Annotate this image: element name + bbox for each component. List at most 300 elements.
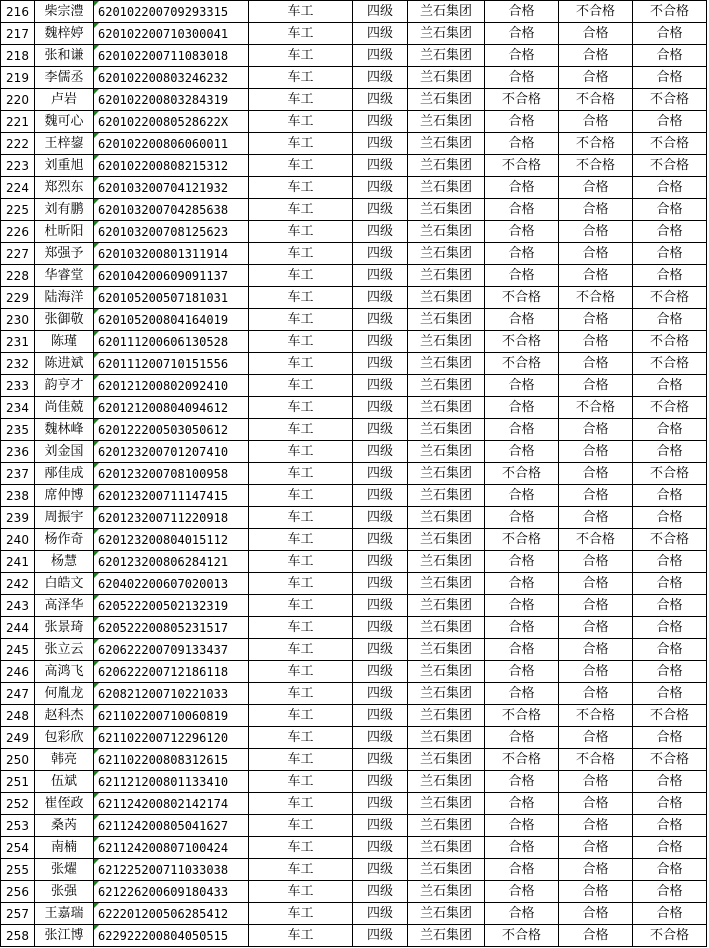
id-number-cell[interactable]: 620102200806060011 <box>94 133 249 155</box>
result-2-cell[interactable]: 合格 <box>559 815 633 837</box>
level-cell[interactable]: 四级 <box>353 815 408 837</box>
id-number-cell[interactable]: 622201200506285412 <box>94 903 249 925</box>
organization-cell[interactable]: 兰石集团 <box>408 331 485 353</box>
row-number[interactable]: 227 <box>1 243 35 265</box>
id-number-cell[interactable]: 620103200708125623 <box>94 221 249 243</box>
job-cell[interactable]: 车工 <box>249 375 353 397</box>
job-cell[interactable]: 车工 <box>249 859 353 881</box>
name-cell[interactable]: 张立云 <box>35 639 94 661</box>
name-cell[interactable]: 魏林峰 <box>35 419 94 441</box>
organization-cell[interactable]: 兰石集团 <box>408 815 485 837</box>
row-number[interactable]: 221 <box>1 111 35 133</box>
level-cell[interactable]: 四级 <box>353 771 408 793</box>
result-2-cell[interactable]: 合格 <box>559 771 633 793</box>
name-cell[interactable]: 张景琦 <box>35 617 94 639</box>
result-2-cell[interactable]: 不合格 <box>559 133 633 155</box>
organization-cell[interactable]: 兰石集团 <box>408 199 485 221</box>
result-2-cell[interactable]: 合格 <box>559 353 633 375</box>
job-cell[interactable]: 车工 <box>249 89 353 111</box>
level-cell[interactable]: 四级 <box>353 177 408 199</box>
result-1-cell[interactable]: 合格 <box>485 881 559 903</box>
result-2-cell[interactable]: 合格 <box>559 683 633 705</box>
result-3-cell[interactable]: 合格 <box>633 111 707 133</box>
result-1-cell[interactable]: 不合格 <box>485 529 559 551</box>
id-number-cell[interactable]: 621124200802142174 <box>94 793 249 815</box>
row-number[interactable]: 255 <box>1 859 35 881</box>
result-1-cell[interactable]: 不合格 <box>485 89 559 111</box>
row-number[interactable]: 217 <box>1 23 35 45</box>
result-3-cell[interactable]: 合格 <box>633 903 707 925</box>
result-1-cell[interactable]: 合格 <box>485 551 559 573</box>
result-2-cell[interactable]: 合格 <box>559 925 633 947</box>
row-number[interactable]: 225 <box>1 199 35 221</box>
result-3-cell[interactable]: 合格 <box>633 309 707 331</box>
level-cell[interactable]: 四级 <box>353 903 408 925</box>
result-3-cell[interactable]: 合格 <box>633 221 707 243</box>
job-cell[interactable]: 车工 <box>249 441 353 463</box>
level-cell[interactable]: 四级 <box>353 67 408 89</box>
result-1-cell[interactable]: 合格 <box>485 309 559 331</box>
result-1-cell[interactable]: 合格 <box>485 903 559 925</box>
id-number-cell[interactable]: 62010220080528622X <box>94 111 249 133</box>
organization-cell[interactable]: 兰石集团 <box>408 375 485 397</box>
name-cell[interactable]: 张江博 <box>35 925 94 947</box>
level-cell[interactable]: 四级 <box>353 287 408 309</box>
job-cell[interactable]: 车工 <box>249 573 353 595</box>
level-cell[interactable]: 四级 <box>353 353 408 375</box>
organization-cell[interactable]: 兰石集团 <box>408 111 485 133</box>
name-cell[interactable]: 邴佳成 <box>35 463 94 485</box>
job-cell[interactable]: 车工 <box>249 749 353 771</box>
row-number[interactable]: 256 <box>1 881 35 903</box>
row-number[interactable]: 237 <box>1 463 35 485</box>
level-cell[interactable]: 四级 <box>353 793 408 815</box>
level-cell[interactable]: 四级 <box>353 309 408 331</box>
name-cell[interactable]: 杨慧 <box>35 551 94 573</box>
result-2-cell[interactable]: 合格 <box>559 419 633 441</box>
result-1-cell[interactable]: 合格 <box>485 419 559 441</box>
row-number[interactable]: 235 <box>1 419 35 441</box>
level-cell[interactable]: 四级 <box>353 727 408 749</box>
level-cell[interactable]: 四级 <box>353 573 408 595</box>
job-cell[interactable]: 车工 <box>249 903 353 925</box>
name-cell[interactable]: 郑烈东 <box>35 177 94 199</box>
name-cell[interactable]: 郑强予 <box>35 243 94 265</box>
job-cell[interactable]: 车工 <box>249 683 353 705</box>
id-number-cell[interactable]: 620123200701207410 <box>94 441 249 463</box>
result-1-cell[interactable]: 合格 <box>485 595 559 617</box>
organization-cell[interactable]: 兰石集团 <box>408 661 485 683</box>
level-cell[interactable]: 四级 <box>353 155 408 177</box>
organization-cell[interactable]: 兰石集团 <box>408 397 485 419</box>
result-1-cell[interactable]: 合格 <box>485 683 559 705</box>
level-cell[interactable]: 四级 <box>353 331 408 353</box>
result-3-cell[interactable]: 合格 <box>633 45 707 67</box>
result-3-cell[interactable]: 不合格 <box>633 705 707 727</box>
result-3-cell[interactable]: 合格 <box>633 485 707 507</box>
organization-cell[interactable]: 兰石集团 <box>408 463 485 485</box>
row-number[interactable]: 258 <box>1 925 35 947</box>
result-3-cell[interactable]: 合格 <box>633 243 707 265</box>
level-cell[interactable]: 四级 <box>353 133 408 155</box>
result-1-cell[interactable]: 不合格 <box>485 331 559 353</box>
result-2-cell[interactable]: 合格 <box>559 551 633 573</box>
result-2-cell[interactable]: 不合格 <box>559 397 633 419</box>
name-cell[interactable]: 杜昕阳 <box>35 221 94 243</box>
row-number[interactable]: 253 <box>1 815 35 837</box>
id-number-cell[interactable]: 620103200801311914 <box>94 243 249 265</box>
organization-cell[interactable]: 兰石集团 <box>408 1 485 23</box>
result-2-cell[interactable]: 合格 <box>559 661 633 683</box>
result-2-cell[interactable]: 合格 <box>559 573 633 595</box>
level-cell[interactable]: 四级 <box>353 397 408 419</box>
job-cell[interactable]: 车工 <box>249 639 353 661</box>
id-number-cell[interactable]: 621124200807100424 <box>94 837 249 859</box>
result-1-cell[interactable]: 合格 <box>485 859 559 881</box>
organization-cell[interactable]: 兰石集团 <box>408 441 485 463</box>
result-2-cell[interactable]: 合格 <box>559 595 633 617</box>
level-cell[interactable]: 四级 <box>353 617 408 639</box>
result-1-cell[interactable]: 合格 <box>485 793 559 815</box>
result-3-cell[interactable]: 不合格 <box>633 353 707 375</box>
organization-cell[interactable]: 兰石集团 <box>408 265 485 287</box>
id-number-cell[interactable]: 621124200805041627 <box>94 815 249 837</box>
job-cell[interactable]: 车工 <box>249 353 353 375</box>
result-1-cell[interactable]: 合格 <box>485 661 559 683</box>
name-cell[interactable]: 张御敬 <box>35 309 94 331</box>
organization-cell[interactable]: 兰石集团 <box>408 551 485 573</box>
id-number-cell[interactable]: 620102200803284319 <box>94 89 249 111</box>
id-number-cell[interactable]: 620522200805231517 <box>94 617 249 639</box>
id-number-cell[interactable]: 620105200804164019 <box>94 309 249 331</box>
result-3-cell[interactable]: 不合格 <box>633 155 707 177</box>
organization-cell[interactable]: 兰石集团 <box>408 595 485 617</box>
id-number-cell[interactable]: 620622200709133437 <box>94 639 249 661</box>
name-cell[interactable]: 卢岩 <box>35 89 94 111</box>
name-cell[interactable]: 李儒丞 <box>35 67 94 89</box>
result-3-cell[interactable]: 合格 <box>633 441 707 463</box>
row-number[interactable]: 243 <box>1 595 35 617</box>
result-3-cell[interactable]: 合格 <box>633 793 707 815</box>
id-number-cell[interactable]: 620102200710300041 <box>94 23 249 45</box>
result-1-cell[interactable]: 合格 <box>485 727 559 749</box>
row-number[interactable]: 229 <box>1 287 35 309</box>
result-1-cell[interactable]: 不合格 <box>485 705 559 727</box>
level-cell[interactable]: 四级 <box>353 375 408 397</box>
row-number[interactable]: 241 <box>1 551 35 573</box>
name-cell[interactable]: 张强 <box>35 881 94 903</box>
level-cell[interactable]: 四级 <box>353 925 408 947</box>
job-cell[interactable]: 车工 <box>249 463 353 485</box>
row-number[interactable]: 226 <box>1 221 35 243</box>
result-1-cell[interactable]: 合格 <box>485 397 559 419</box>
job-cell[interactable]: 车工 <box>249 243 353 265</box>
organization-cell[interactable]: 兰石集团 <box>408 309 485 331</box>
organization-cell[interactable]: 兰石集团 <box>408 45 485 67</box>
result-2-cell[interactable]: 不合格 <box>559 287 633 309</box>
name-cell[interactable]: 陆海洋 <box>35 287 94 309</box>
organization-cell[interactable]: 兰石集团 <box>408 485 485 507</box>
result-1-cell[interactable]: 合格 <box>485 441 559 463</box>
result-2-cell[interactable]: 合格 <box>559 903 633 925</box>
organization-cell[interactable]: 兰石集团 <box>408 903 485 925</box>
result-3-cell[interactable]: 合格 <box>633 837 707 859</box>
organization-cell[interactable]: 兰石集团 <box>408 573 485 595</box>
result-1-cell[interactable]: 合格 <box>485 837 559 859</box>
level-cell[interactable]: 四级 <box>353 551 408 573</box>
row-number[interactable]: 230 <box>1 309 35 331</box>
level-cell[interactable]: 四级 <box>353 595 408 617</box>
row-number[interactable]: 244 <box>1 617 35 639</box>
job-cell[interactable]: 车工 <box>249 199 353 221</box>
id-number-cell[interactable]: 620402200607020013 <box>94 573 249 595</box>
result-3-cell[interactable]: 不合格 <box>633 287 707 309</box>
result-1-cell[interactable]: 不合格 <box>485 925 559 947</box>
organization-cell[interactable]: 兰石集团 <box>408 221 485 243</box>
job-cell[interactable]: 车工 <box>249 485 353 507</box>
result-1-cell[interactable]: 合格 <box>485 243 559 265</box>
name-cell[interactable]: 王梓鋆 <box>35 133 94 155</box>
result-3-cell[interactable]: 合格 <box>633 23 707 45</box>
id-number-cell[interactable]: 620821200710221033 <box>94 683 249 705</box>
name-cell[interactable]: 魏可心 <box>35 111 94 133</box>
row-number[interactable]: 219 <box>1 67 35 89</box>
job-cell[interactable]: 车工 <box>249 507 353 529</box>
result-2-cell[interactable]: 合格 <box>559 45 633 67</box>
id-number-cell[interactable]: 620105200507181031 <box>94 287 249 309</box>
result-3-cell[interactable]: 合格 <box>633 573 707 595</box>
level-cell[interactable]: 四级 <box>353 1 408 23</box>
job-cell[interactable]: 车工 <box>249 881 353 903</box>
organization-cell[interactable]: 兰石集团 <box>408 177 485 199</box>
row-number[interactable]: 216 <box>1 1 35 23</box>
row-number[interactable]: 232 <box>1 353 35 375</box>
organization-cell[interactable]: 兰石集团 <box>408 507 485 529</box>
organization-cell[interactable]: 兰石集团 <box>408 639 485 661</box>
row-number[interactable]: 254 <box>1 837 35 859</box>
name-cell[interactable]: 刘金国 <box>35 441 94 463</box>
row-number[interactable]: 250 <box>1 749 35 771</box>
id-number-cell[interactable]: 620103200704285638 <box>94 199 249 221</box>
row-number[interactable]: 252 <box>1 793 35 815</box>
result-3-cell[interactable]: 合格 <box>633 859 707 881</box>
level-cell[interactable]: 四级 <box>353 221 408 243</box>
id-number-cell[interactable]: 620522200502132319 <box>94 595 249 617</box>
job-cell[interactable]: 车工 <box>249 727 353 749</box>
result-3-cell[interactable]: 合格 <box>633 265 707 287</box>
level-cell[interactable]: 四级 <box>353 485 408 507</box>
organization-cell[interactable]: 兰石集团 <box>408 859 485 881</box>
id-number-cell[interactable]: 621102200808312615 <box>94 749 249 771</box>
result-2-cell[interactable]: 合格 <box>559 111 633 133</box>
id-number-cell[interactable]: 620123200708100958 <box>94 463 249 485</box>
result-3-cell[interactable]: 合格 <box>633 771 707 793</box>
result-1-cell[interactable]: 合格 <box>485 177 559 199</box>
result-2-cell[interactable]: 合格 <box>559 199 633 221</box>
level-cell[interactable]: 四级 <box>353 441 408 463</box>
result-2-cell[interactable]: 合格 <box>559 617 633 639</box>
job-cell[interactable]: 车工 <box>249 155 353 177</box>
level-cell[interactable]: 四级 <box>353 111 408 133</box>
job-cell[interactable]: 车工 <box>249 419 353 441</box>
result-2-cell[interactable]: 合格 <box>559 221 633 243</box>
name-cell[interactable]: 包彩欣 <box>35 727 94 749</box>
row-number[interactable]: 223 <box>1 155 35 177</box>
level-cell[interactable]: 四级 <box>353 45 408 67</box>
name-cell[interactable]: 伍斌 <box>35 771 94 793</box>
row-number[interactable]: 228 <box>1 265 35 287</box>
result-1-cell[interactable]: 合格 <box>485 23 559 45</box>
name-cell[interactable]: 张和谦 <box>35 45 94 67</box>
result-3-cell[interactable]: 合格 <box>633 375 707 397</box>
result-1-cell[interactable]: 不合格 <box>485 463 559 485</box>
result-1-cell[interactable]: 合格 <box>485 617 559 639</box>
id-number-cell[interactable]: 621102200710060819 <box>94 705 249 727</box>
result-3-cell[interactable]: 不合格 <box>633 1 707 23</box>
result-3-cell[interactable]: 合格 <box>633 683 707 705</box>
result-2-cell[interactable]: 不合格 <box>559 529 633 551</box>
name-cell[interactable]: 柴宗澧 <box>35 1 94 23</box>
level-cell[interactable]: 四级 <box>353 419 408 441</box>
result-1-cell[interactable]: 合格 <box>485 221 559 243</box>
level-cell[interactable]: 四级 <box>353 749 408 771</box>
level-cell[interactable]: 四级 <box>353 89 408 111</box>
result-3-cell[interactable]: 合格 <box>633 67 707 89</box>
row-number[interactable]: 233 <box>1 375 35 397</box>
result-1-cell[interactable]: 合格 <box>485 265 559 287</box>
name-cell[interactable]: 刘有鹏 <box>35 199 94 221</box>
level-cell[interactable]: 四级 <box>353 661 408 683</box>
row-number[interactable]: 240 <box>1 529 35 551</box>
result-3-cell[interactable]: 合格 <box>633 727 707 749</box>
id-number-cell[interactable]: 620123200711147415 <box>94 485 249 507</box>
row-number[interactable]: 246 <box>1 661 35 683</box>
result-2-cell[interactable]: 合格 <box>559 793 633 815</box>
result-3-cell[interactable]: 不合格 <box>633 397 707 419</box>
name-cell[interactable]: 白皓文 <box>35 573 94 595</box>
result-3-cell[interactable]: 合格 <box>633 507 707 529</box>
result-1-cell[interactable]: 合格 <box>485 573 559 595</box>
organization-cell[interactable]: 兰石集团 <box>408 419 485 441</box>
id-number-cell[interactable]: 620102200711083018 <box>94 45 249 67</box>
row-number[interactable]: 251 <box>1 771 35 793</box>
job-cell[interactable]: 车工 <box>249 661 353 683</box>
id-number-cell[interactable]: 622922200804050515 <box>94 925 249 947</box>
job-cell[interactable]: 车工 <box>249 287 353 309</box>
result-3-cell[interactable]: 不合格 <box>633 463 707 485</box>
name-cell[interactable]: 刘重旭 <box>35 155 94 177</box>
result-3-cell[interactable]: 合格 <box>633 551 707 573</box>
id-number-cell[interactable]: 620122200503050612 <box>94 419 249 441</box>
job-cell[interactable]: 车工 <box>249 331 353 353</box>
job-cell[interactable]: 车工 <box>249 177 353 199</box>
job-cell[interactable]: 车工 <box>249 793 353 815</box>
job-cell[interactable]: 车工 <box>249 265 353 287</box>
row-number[interactable]: 248 <box>1 705 35 727</box>
level-cell[interactable]: 四级 <box>353 881 408 903</box>
name-cell[interactable]: 南楠 <box>35 837 94 859</box>
id-number-cell[interactable]: 620111200606130528 <box>94 331 249 353</box>
id-number-cell[interactable]: 621102200712296120 <box>94 727 249 749</box>
job-cell[interactable]: 车工 <box>249 309 353 331</box>
organization-cell[interactable]: 兰石集团 <box>408 133 485 155</box>
result-1-cell[interactable]: 不合格 <box>485 749 559 771</box>
organization-cell[interactable]: 兰石集团 <box>408 89 485 111</box>
name-cell[interactable]: 席仲博 <box>35 485 94 507</box>
name-cell[interactable]: 杨作奇 <box>35 529 94 551</box>
id-number-cell[interactable]: 620103200704121932 <box>94 177 249 199</box>
result-1-cell[interactable]: 不合格 <box>485 287 559 309</box>
name-cell[interactable]: 韩亮 <box>35 749 94 771</box>
result-3-cell[interactable]: 合格 <box>633 881 707 903</box>
job-cell[interactable]: 车工 <box>249 617 353 639</box>
level-cell[interactable]: 四级 <box>353 859 408 881</box>
row-number[interactable]: 242 <box>1 573 35 595</box>
organization-cell[interactable]: 兰石集团 <box>408 925 485 947</box>
job-cell[interactable]: 车工 <box>249 771 353 793</box>
level-cell[interactable]: 四级 <box>353 683 408 705</box>
id-number-cell[interactable]: 620123200711220918 <box>94 507 249 529</box>
level-cell[interactable]: 四级 <box>353 23 408 45</box>
row-number[interactable]: 224 <box>1 177 35 199</box>
job-cell[interactable]: 车工 <box>249 67 353 89</box>
id-number-cell[interactable]: 620121200804094612 <box>94 397 249 419</box>
name-cell[interactable]: 尚佳兢 <box>35 397 94 419</box>
name-cell[interactable]: 高鸿飞 <box>35 661 94 683</box>
organization-cell[interactable]: 兰石集团 <box>408 353 485 375</box>
name-cell[interactable]: 赵科杰 <box>35 705 94 727</box>
organization-cell[interactable]: 兰石集团 <box>408 287 485 309</box>
result-2-cell[interactable]: 合格 <box>559 265 633 287</box>
row-number[interactable]: 234 <box>1 397 35 419</box>
result-3-cell[interactable]: 合格 <box>633 419 707 441</box>
result-2-cell[interactable]: 合格 <box>559 859 633 881</box>
result-2-cell[interactable]: 合格 <box>559 309 633 331</box>
result-2-cell[interactable]: 合格 <box>559 507 633 529</box>
result-3-cell[interactable]: 不合格 <box>633 925 707 947</box>
id-number-cell[interactable]: 620622200712186118 <box>94 661 249 683</box>
row-number[interactable]: 245 <box>1 639 35 661</box>
result-1-cell[interactable]: 合格 <box>485 771 559 793</box>
job-cell[interactable]: 车工 <box>249 45 353 67</box>
result-2-cell[interactable]: 不合格 <box>559 1 633 23</box>
organization-cell[interactable]: 兰石集团 <box>408 529 485 551</box>
job-cell[interactable]: 车工 <box>249 925 353 947</box>
row-number[interactable]: 247 <box>1 683 35 705</box>
result-2-cell[interactable]: 合格 <box>559 375 633 397</box>
result-2-cell[interactable]: 合格 <box>559 837 633 859</box>
result-2-cell[interactable]: 合格 <box>559 463 633 485</box>
row-number[interactable]: 257 <box>1 903 35 925</box>
id-number-cell[interactable]: 620102200709293315 <box>94 1 249 23</box>
id-number-cell[interactable]: 621121200801133410 <box>94 771 249 793</box>
row-number[interactable]: 239 <box>1 507 35 529</box>
result-2-cell[interactable]: 合格 <box>559 243 633 265</box>
row-number[interactable]: 236 <box>1 441 35 463</box>
name-cell[interactable]: 周振宇 <box>35 507 94 529</box>
result-2-cell[interactable]: 不合格 <box>559 749 633 771</box>
result-3-cell[interactable]: 合格 <box>633 661 707 683</box>
result-1-cell[interactable]: 不合格 <box>485 155 559 177</box>
job-cell[interactable]: 车工 <box>249 529 353 551</box>
result-3-cell[interactable]: 不合格 <box>633 749 707 771</box>
result-3-cell[interactable]: 不合格 <box>633 529 707 551</box>
name-cell[interactable]: 陈瑾 <box>35 331 94 353</box>
job-cell[interactable]: 车工 <box>249 111 353 133</box>
result-1-cell[interactable]: 合格 <box>485 45 559 67</box>
level-cell[interactable]: 四级 <box>353 463 408 485</box>
name-cell[interactable]: 张燿 <box>35 859 94 881</box>
